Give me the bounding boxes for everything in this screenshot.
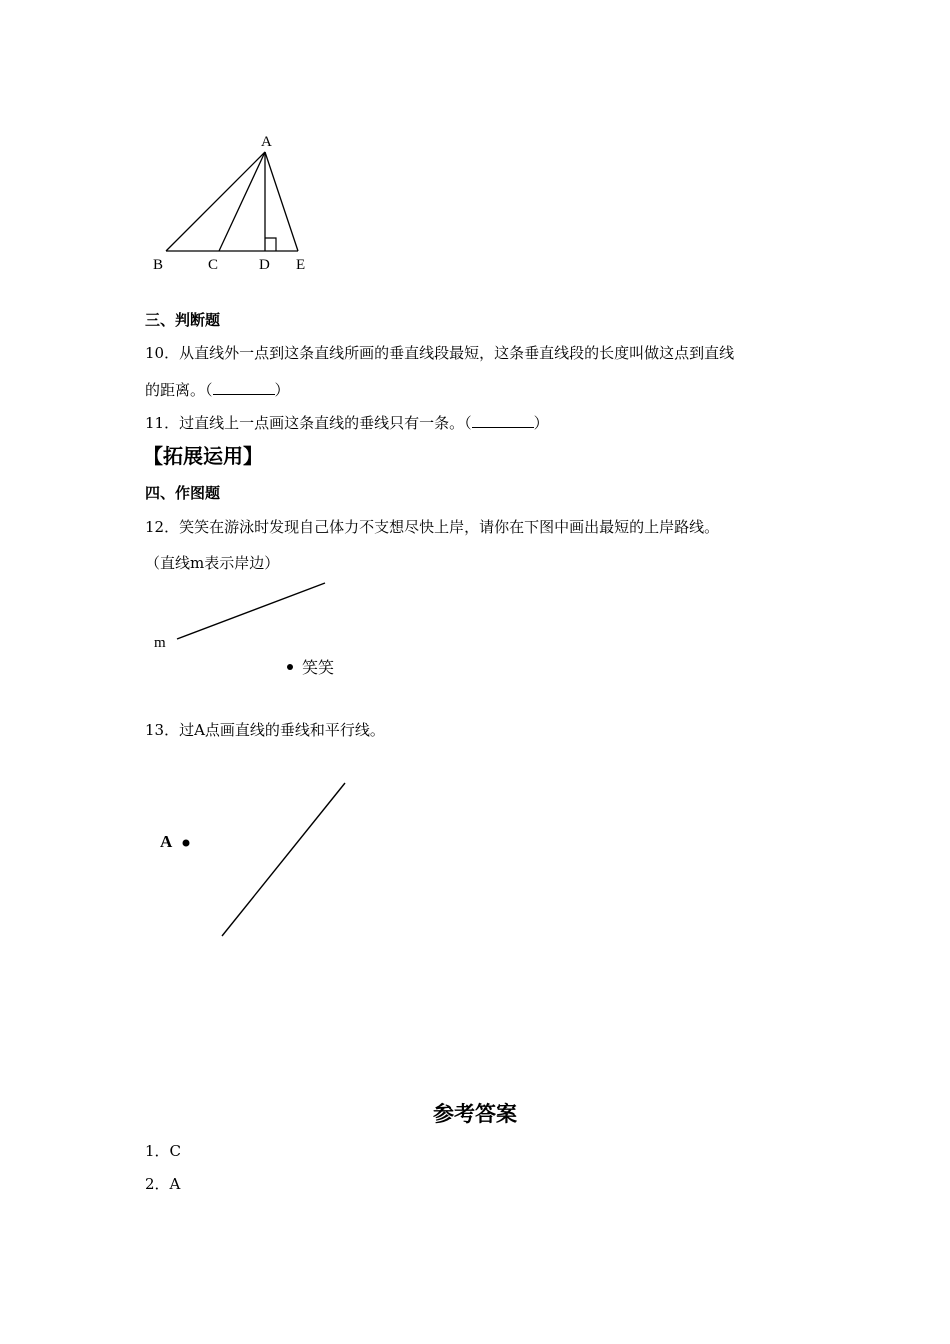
point-A-label: A	[160, 832, 173, 851]
question-10-text: 的距离。（	[145, 381, 213, 399]
section-title-judgment: 三、判断题	[145, 311, 221, 329]
right-angle-mark	[265, 238, 276, 251]
label-B: B	[153, 257, 164, 273]
label-D: D	[259, 257, 270, 273]
answer-2: 2．A	[145, 1175, 181, 1193]
point-A	[183, 840, 190, 847]
question-11	[145, 413, 549, 433]
label-C: C	[208, 257, 219, 273]
shoreline-label: m	[154, 635, 166, 651]
answer-blank-11[interactable]	[472, 413, 534, 428]
shoreline-figure	[145, 575, 365, 685]
segment-AB	[166, 152, 265, 251]
label-E: E	[296, 257, 306, 273]
question-11-close: ）	[533, 414, 549, 432]
segment-AC	[219, 152, 265, 251]
point-line-figure	[145, 775, 365, 945]
section-title-drawing: 四、作图题	[145, 484, 221, 502]
given-line	[222, 783, 345, 936]
question-10-close: ）	[274, 381, 290, 399]
question-10-line2	[145, 380, 290, 400]
swimmer-point	[287, 664, 293, 670]
label-A: A	[261, 134, 272, 150]
triangle-figure	[140, 128, 330, 278]
question-12: 12．笑笑在游泳时发现自己体力不支想尽快上岸，请你在下图中画出最短的上岸路线。	[145, 518, 720, 536]
question-13: 13．过A点画直线的垂线和平行线。	[145, 721, 385, 739]
question-11-text: 11．过直线上一点画这条直线的垂线只有一条。（	[145, 414, 472, 432]
swimmer-label: 笑笑	[302, 658, 335, 677]
shoreline-m	[177, 583, 325, 639]
answer-1: 1．C	[145, 1142, 182, 1160]
segment-AE	[265, 152, 298, 251]
answer-blank-10[interactable]	[213, 380, 275, 395]
extension-heading: 【拓展运用】	[143, 444, 263, 468]
question-10-line1: 10．从直线外一点到这条直线所画的垂直线段最短，这条垂直线段的长度叫做这点到直线	[145, 344, 735, 362]
answers-title: 参考答案	[433, 1101, 517, 1126]
question-12-note: （直线m表示岸边）	[145, 554, 280, 572]
